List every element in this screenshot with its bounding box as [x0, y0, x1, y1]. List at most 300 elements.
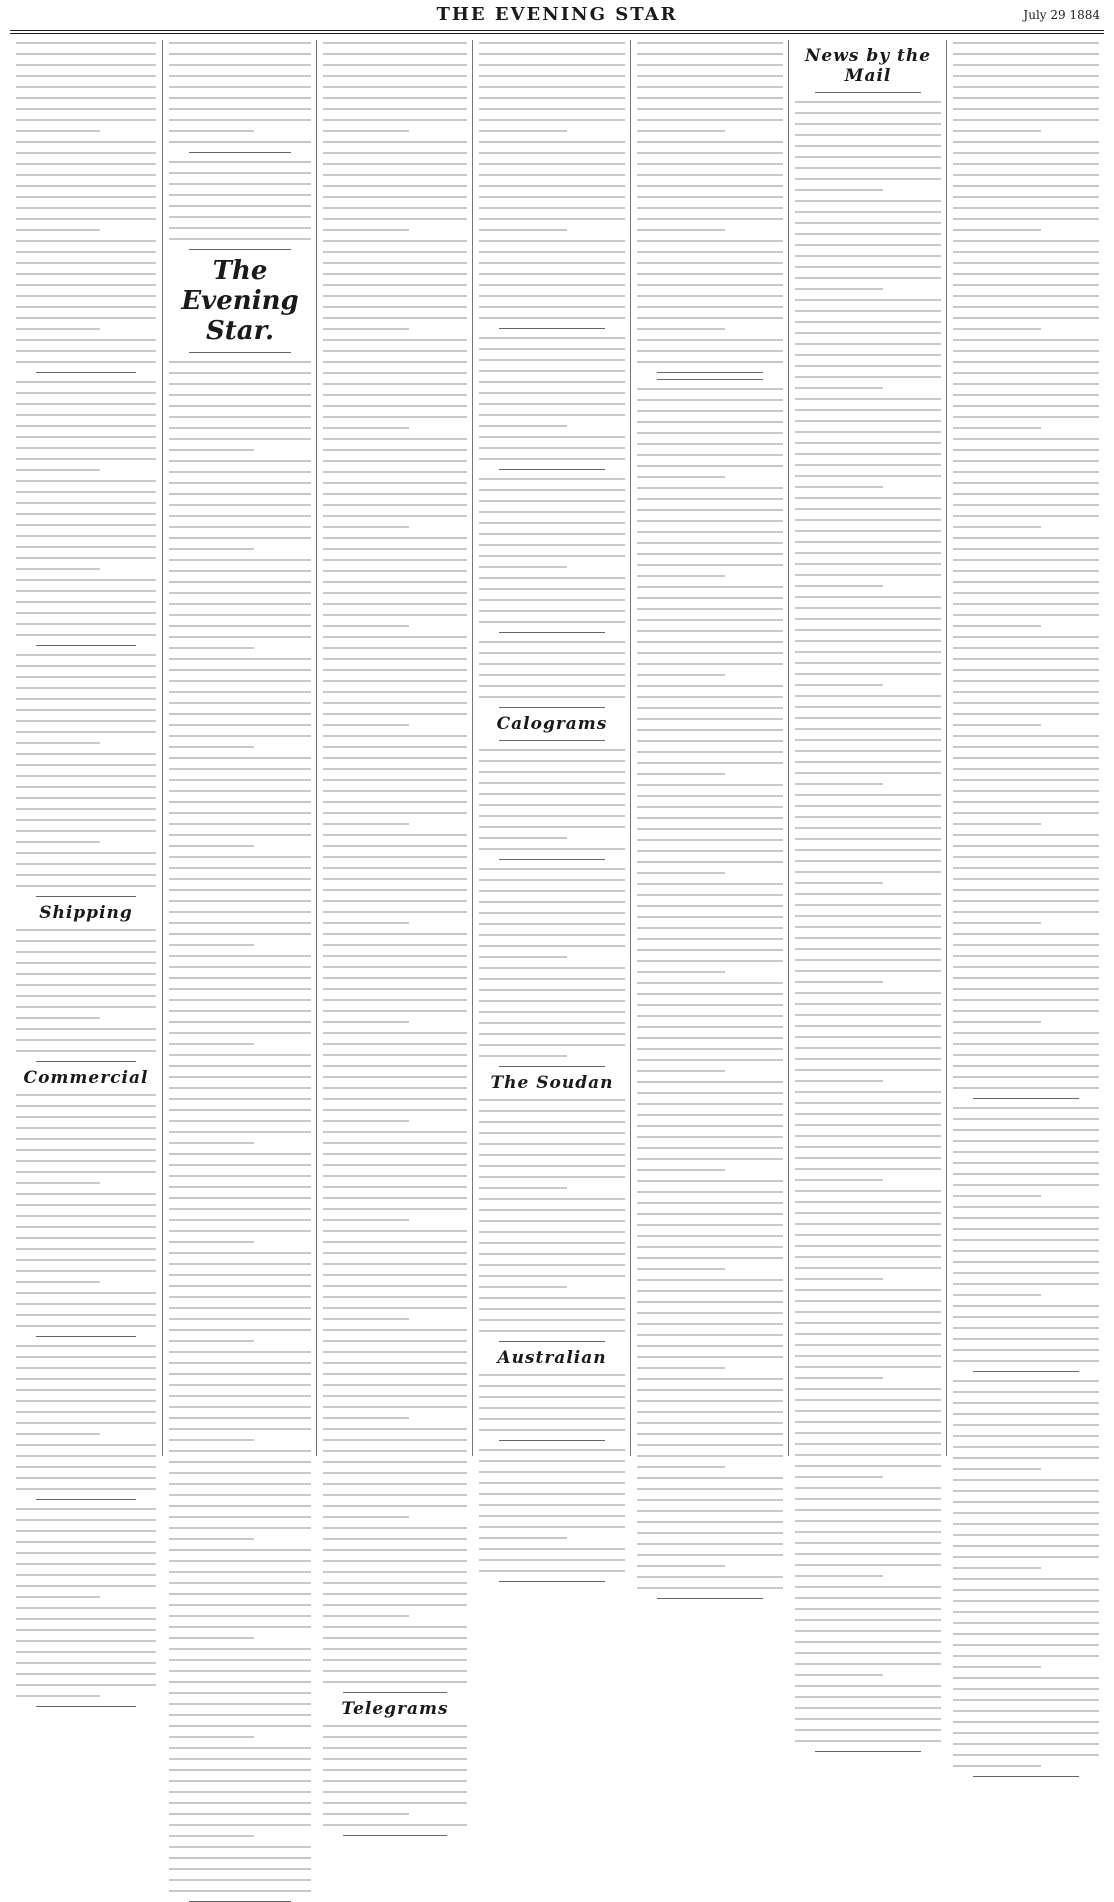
text-line — [169, 1536, 311, 1543]
text-line — [795, 264, 941, 271]
text-line — [169, 1360, 311, 1367]
text-line — [479, 1053, 625, 1060]
text-line — [323, 975, 467, 982]
section-divider — [973, 1371, 1079, 1372]
text-line — [323, 1118, 467, 1125]
text-line — [169, 733, 311, 740]
text-line — [795, 869, 941, 876]
text-line — [953, 414, 1099, 421]
text-line — [637, 1541, 783, 1548]
text-line — [16, 106, 156, 113]
text-line — [795, 275, 941, 282]
text-line — [953, 1455, 1099, 1462]
text-line — [637, 1222, 783, 1229]
text-line — [795, 407, 941, 414]
text-line — [479, 976, 625, 983]
text-line — [169, 414, 311, 421]
text-line — [479, 1031, 625, 1038]
text-line — [323, 1591, 467, 1598]
text-line — [169, 1140, 311, 1147]
text-line — [479, 1306, 625, 1313]
text-line — [16, 1125, 156, 1132]
text-line — [637, 271, 783, 278]
text-line — [637, 980, 783, 987]
text-line — [795, 1738, 941, 1745]
text-line — [953, 711, 1099, 718]
text-line — [637, 914, 783, 921]
text-line — [953, 909, 1099, 916]
text-line — [16, 740, 156, 747]
text-line — [16, 1136, 156, 1143]
text-line — [169, 1371, 311, 1378]
text-line — [323, 876, 467, 883]
section-divider — [343, 1835, 447, 1836]
text-line — [479, 791, 625, 798]
text-line — [637, 1332, 783, 1339]
text-line — [323, 1140, 467, 1147]
text-line — [323, 1162, 467, 1169]
text-line — [795, 858, 941, 865]
text-line — [953, 1116, 1099, 1123]
text-line — [637, 260, 783, 267]
text-line — [323, 700, 467, 707]
text-line — [637, 727, 783, 734]
text-line — [637, 793, 783, 800]
text-line — [16, 227, 156, 234]
text-line — [169, 84, 311, 91]
text-line — [953, 238, 1099, 245]
text-line — [323, 777, 467, 784]
text-line — [637, 485, 783, 492]
text-line — [795, 1441, 941, 1448]
text-line — [479, 998, 625, 1005]
text-line — [16, 1224, 156, 1231]
text-line — [795, 253, 941, 260]
text-line — [953, 1270, 1099, 1277]
text-line — [169, 403, 311, 410]
text-line — [953, 1752, 1099, 1759]
text-line — [795, 1309, 941, 1316]
text-line — [323, 1448, 467, 1455]
text-line — [637, 1002, 783, 1009]
text-line — [169, 1041, 311, 1048]
text-line — [169, 203, 311, 210]
text-line — [953, 304, 1099, 311]
text-line — [953, 1444, 1099, 1451]
text-line — [953, 1664, 1099, 1671]
text-line — [795, 803, 941, 810]
text-line — [479, 476, 625, 483]
text-line — [637, 1046, 783, 1053]
text-line — [169, 1283, 311, 1290]
text-line — [637, 1178, 783, 1185]
text-line — [953, 95, 1099, 102]
text-line — [795, 1188, 941, 1195]
text-line — [795, 1727, 941, 1734]
text-line — [323, 865, 467, 872]
text-line — [169, 876, 311, 883]
text-line — [953, 40, 1099, 47]
text-line — [169, 766, 311, 773]
text-line — [479, 846, 625, 853]
text-line — [479, 315, 625, 322]
text-line — [169, 634, 311, 641]
text-line — [637, 1024, 783, 1031]
text-line — [953, 1149, 1099, 1156]
text-line — [795, 165, 941, 172]
text-line — [169, 1822, 311, 1829]
text-line — [953, 1411, 1099, 1418]
text-line — [479, 899, 625, 906]
text-line — [323, 1085, 467, 1092]
text-line — [637, 892, 783, 899]
text-line — [637, 1079, 783, 1086]
text-line — [16, 348, 156, 355]
text-line — [169, 1118, 311, 1125]
text-line — [323, 1316, 467, 1323]
text-line — [169, 601, 311, 608]
text-line — [953, 1708, 1099, 1715]
text-line — [795, 913, 941, 920]
text-line — [479, 1174, 625, 1181]
text-line — [479, 84, 625, 91]
text-line — [953, 788, 1099, 795]
text-line — [169, 1107, 311, 1114]
text-line — [795, 1100, 941, 1107]
text-line — [323, 1426, 467, 1433]
text-line — [169, 1712, 311, 1719]
text-line — [16, 1376, 156, 1383]
text-line — [16, 161, 156, 168]
text-line — [479, 888, 625, 895]
text-line — [795, 693, 941, 700]
text-line — [16, 729, 156, 736]
section-divider — [657, 379, 763, 380]
text-line — [323, 1195, 467, 1202]
section-divider — [36, 1336, 136, 1337]
text-line — [169, 1723, 311, 1730]
text-line — [795, 1463, 941, 1470]
text-line — [16, 1409, 156, 1416]
text-line — [169, 1690, 311, 1697]
text-line — [795, 473, 941, 480]
text-line — [16, 696, 156, 703]
text-line — [16, 1486, 156, 1493]
text-line — [795, 1628, 941, 1635]
text-line — [16, 456, 156, 463]
text-line — [637, 1464, 783, 1471]
text-line — [323, 62, 467, 69]
text-line — [795, 825, 941, 832]
text-line — [323, 1030, 467, 1037]
text-line — [169, 1800, 311, 1807]
text-line — [323, 733, 467, 740]
text-line — [479, 1372, 625, 1379]
text-line — [795, 99, 941, 106]
text-line — [169, 535, 311, 542]
text-line — [16, 1442, 156, 1449]
text-line — [795, 1661, 941, 1668]
text-line — [169, 920, 311, 927]
text-line — [795, 759, 941, 766]
text-line — [953, 1631, 1099, 1638]
section-divider — [499, 1581, 605, 1582]
text-line — [953, 370, 1099, 377]
text-line — [169, 700, 311, 707]
text-line — [953, 986, 1099, 993]
text-line — [795, 891, 941, 898]
text-line — [169, 95, 311, 102]
text-line — [795, 198, 941, 205]
text-line — [953, 612, 1099, 619]
section-divider — [499, 328, 605, 329]
text-line — [323, 447, 467, 454]
text-line — [795, 1562, 941, 1569]
text-line — [637, 639, 783, 646]
text-line — [16, 1682, 156, 1689]
text-line — [795, 242, 941, 249]
text-line — [16, 1420, 156, 1427]
text-line — [323, 480, 467, 487]
text-line — [637, 1013, 783, 1020]
text-line — [637, 848, 783, 855]
text-line — [479, 1328, 625, 1335]
text-line — [637, 73, 783, 80]
text-line — [16, 1026, 156, 1033]
text-line — [16, 1312, 156, 1319]
text-line — [16, 663, 156, 670]
text-line — [323, 1437, 467, 1444]
text-line — [479, 346, 625, 353]
text-line — [479, 1020, 625, 1027]
text-line — [953, 1620, 1099, 1627]
text-line — [953, 645, 1099, 652]
text-line — [637, 738, 783, 745]
text-line — [637, 947, 783, 954]
text-line — [953, 689, 1099, 696]
text-line — [637, 337, 783, 344]
text-line — [953, 1521, 1099, 1528]
text-line — [479, 954, 625, 961]
section-divider — [36, 1061, 136, 1062]
text-line — [479, 172, 625, 179]
text-line — [16, 1561, 156, 1568]
newspaper-title: THE EVENING STAR — [436, 4, 678, 25]
text-line — [637, 397, 783, 404]
text-line — [169, 236, 311, 243]
text-line — [323, 304, 467, 311]
text-line — [479, 271, 625, 278]
text-line — [323, 150, 467, 157]
text-line — [953, 854, 1099, 861]
text-line — [795, 1210, 941, 1217]
text-line — [323, 1206, 467, 1213]
text-line — [953, 1041, 1099, 1048]
text-line — [16, 172, 156, 179]
text-line — [169, 1052, 311, 1059]
text-line — [16, 806, 156, 813]
text-line — [953, 898, 1099, 905]
text-line — [16, 1605, 156, 1612]
text-line — [953, 359, 1099, 366]
text-line — [169, 788, 311, 795]
text-line — [169, 612, 311, 619]
text-line — [323, 1338, 467, 1345]
text-line — [323, 161, 467, 168]
text-line — [953, 161, 1099, 168]
text-line — [323, 1393, 467, 1400]
text-line — [323, 678, 467, 685]
text-line — [323, 1283, 467, 1290]
text-line — [479, 965, 625, 972]
text-line — [16, 1202, 156, 1209]
text-line — [637, 1519, 783, 1526]
text-line — [795, 1606, 941, 1613]
text-line — [953, 62, 1099, 69]
text-line — [16, 599, 156, 606]
text-line — [479, 1240, 625, 1247]
text-line — [637, 172, 783, 179]
text-line — [323, 205, 467, 212]
text-line — [323, 1184, 467, 1191]
text-line — [637, 1486, 783, 1493]
text-line — [637, 227, 783, 234]
text-line — [637, 106, 783, 113]
text-line — [16, 489, 156, 496]
text-line — [323, 216, 467, 223]
text-line — [795, 363, 941, 370]
text-line — [795, 1705, 941, 1712]
text-line — [953, 1543, 1099, 1550]
text-line — [323, 524, 467, 531]
text-line — [479, 412, 625, 419]
text-line — [169, 898, 311, 905]
text-line — [16, 1158, 156, 1165]
text-line — [169, 1382, 311, 1389]
text-line — [479, 357, 625, 364]
text-line — [16, 522, 156, 529]
text-line — [795, 1155, 941, 1162]
text-line — [953, 1325, 1099, 1332]
text-line — [795, 440, 941, 447]
text-line — [16, 795, 156, 802]
text-line — [169, 546, 311, 553]
text-line — [637, 529, 783, 536]
text-line — [479, 1009, 625, 1016]
text-line — [323, 799, 467, 806]
text-line — [637, 881, 783, 888]
text-line — [637, 386, 783, 393]
text-line — [169, 1173, 311, 1180]
text-line — [953, 1182, 1099, 1189]
text-line — [169, 1393, 311, 1400]
text-line — [169, 1580, 311, 1587]
text-line — [795, 649, 941, 656]
text-line — [479, 597, 625, 604]
text-line — [479, 586, 625, 593]
text-line — [169, 1217, 311, 1224]
text-line — [637, 216, 783, 223]
text-line — [637, 991, 783, 998]
text-line — [169, 1448, 311, 1455]
text-line — [479, 813, 625, 820]
text-line — [479, 639, 625, 646]
text-line — [795, 1452, 941, 1459]
text-line — [953, 1259, 1099, 1266]
text-line — [637, 1035, 783, 1042]
text-line — [169, 645, 311, 652]
text-line — [323, 623, 467, 630]
text-line — [953, 51, 1099, 58]
text-line — [479, 1097, 625, 1104]
text-line — [16, 1246, 156, 1253]
text-line — [323, 95, 467, 102]
text-line — [479, 434, 625, 441]
text-line — [323, 821, 467, 828]
text-line — [795, 671, 941, 678]
column-4 — [472, 40, 631, 1456]
text-line — [637, 958, 783, 965]
text-line — [637, 1057, 783, 1064]
text-line — [795, 1012, 941, 1019]
text-line — [795, 352, 941, 359]
text-line — [16, 1191, 156, 1198]
text-line — [323, 579, 467, 586]
text-line — [16, 1004, 156, 1011]
section-heading: News by the Mail — [804, 46, 932, 86]
text-line — [637, 859, 783, 866]
text-line — [16, 1257, 156, 1264]
text-line — [953, 73, 1099, 80]
text-line — [637, 650, 783, 657]
text-line — [637, 474, 783, 481]
text-line — [479, 282, 625, 289]
text-line — [953, 469, 1099, 476]
text-line — [169, 887, 311, 894]
text-line — [16, 1550, 156, 1557]
text-line — [637, 1112, 783, 1119]
text-line — [323, 788, 467, 795]
text-line — [953, 117, 1099, 124]
text-line — [169, 1470, 311, 1477]
text-line — [323, 986, 467, 993]
text-line — [169, 359, 311, 366]
text-line — [169, 1195, 311, 1202]
text-line — [323, 271, 467, 278]
text-line — [323, 1360, 467, 1367]
text-line — [795, 484, 941, 491]
text-line — [795, 836, 941, 843]
text-line — [795, 1331, 941, 1338]
text-line — [479, 1383, 625, 1390]
text-line — [16, 817, 156, 824]
text-line — [16, 707, 156, 714]
text-line — [323, 744, 467, 751]
text-line — [323, 1635, 467, 1642]
text-line — [169, 436, 311, 443]
text-line — [323, 1052, 467, 1059]
text-line — [637, 1310, 783, 1317]
text-line — [637, 606, 783, 613]
text-line — [953, 1653, 1099, 1660]
text-line — [479, 1502, 625, 1509]
text-line — [953, 1030, 1099, 1037]
text-line — [795, 341, 941, 348]
text-line — [953, 106, 1099, 113]
text-line — [953, 832, 1099, 839]
text-line — [169, 1426, 311, 1433]
text-line — [16, 326, 156, 333]
